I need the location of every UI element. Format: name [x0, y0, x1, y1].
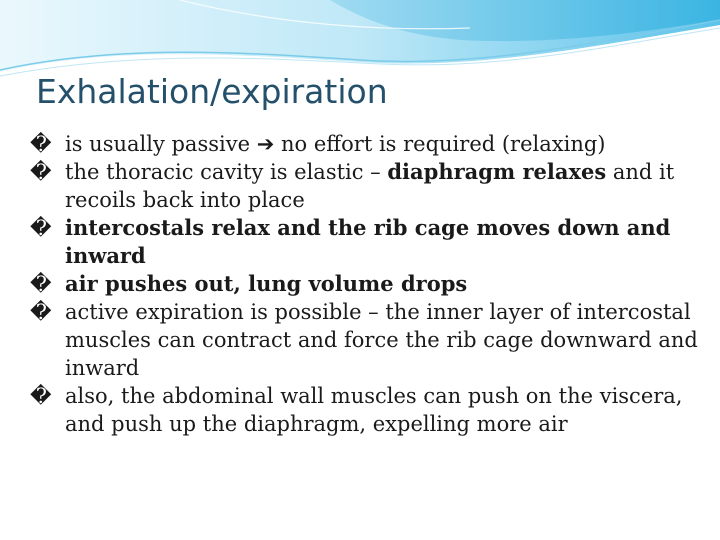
bullet-list: [30, 130, 700, 438]
bullet-item: [30, 298, 700, 382]
bullet-marker-icon: �: [30, 160, 52, 184]
bullet-text: also, the abdominal wall muscles can push on the viscera, and push up the diaphragm, expelling more air: [65, 384, 683, 436]
bullet-item: [30, 158, 700, 214]
bullet-marker-icon: �: [30, 384, 52, 408]
bullet-text: is usually passive: [65, 132, 257, 156]
bullet-text: no effort is required (relaxing): [274, 132, 606, 156]
bullet-item: [30, 382, 700, 438]
bullet-item: [30, 214, 700, 270]
bullet-text: diaphragm relaxes: [387, 159, 607, 184]
bullet-marker-icon: �: [30, 216, 52, 240]
bullet-item: [30, 270, 700, 298]
arrow-icon: ➔: [256, 132, 275, 156]
bullet-text: active expiration is possible – the inner layer of intercostal muscles can contract and force the rib cage downward and inward: [65, 300, 698, 380]
slide-title: Exhalation/expiration: [36, 72, 388, 111]
bullet-text: air pushes out, lung volume drops: [65, 271, 468, 296]
bullet-marker-icon: �: [30, 300, 52, 324]
bullet-item: [30, 130, 700, 158]
bullet-text: intercostals relax and the rib cage moves down and inward: [65, 215, 671, 268]
bullet-text: the thoracic cavity is elastic –: [65, 160, 388, 184]
bullet-text: and it recoils back into place: [65, 160, 675, 212]
bullet-marker-icon: �: [30, 272, 52, 296]
bullet-marker-icon: �: [30, 132, 52, 156]
